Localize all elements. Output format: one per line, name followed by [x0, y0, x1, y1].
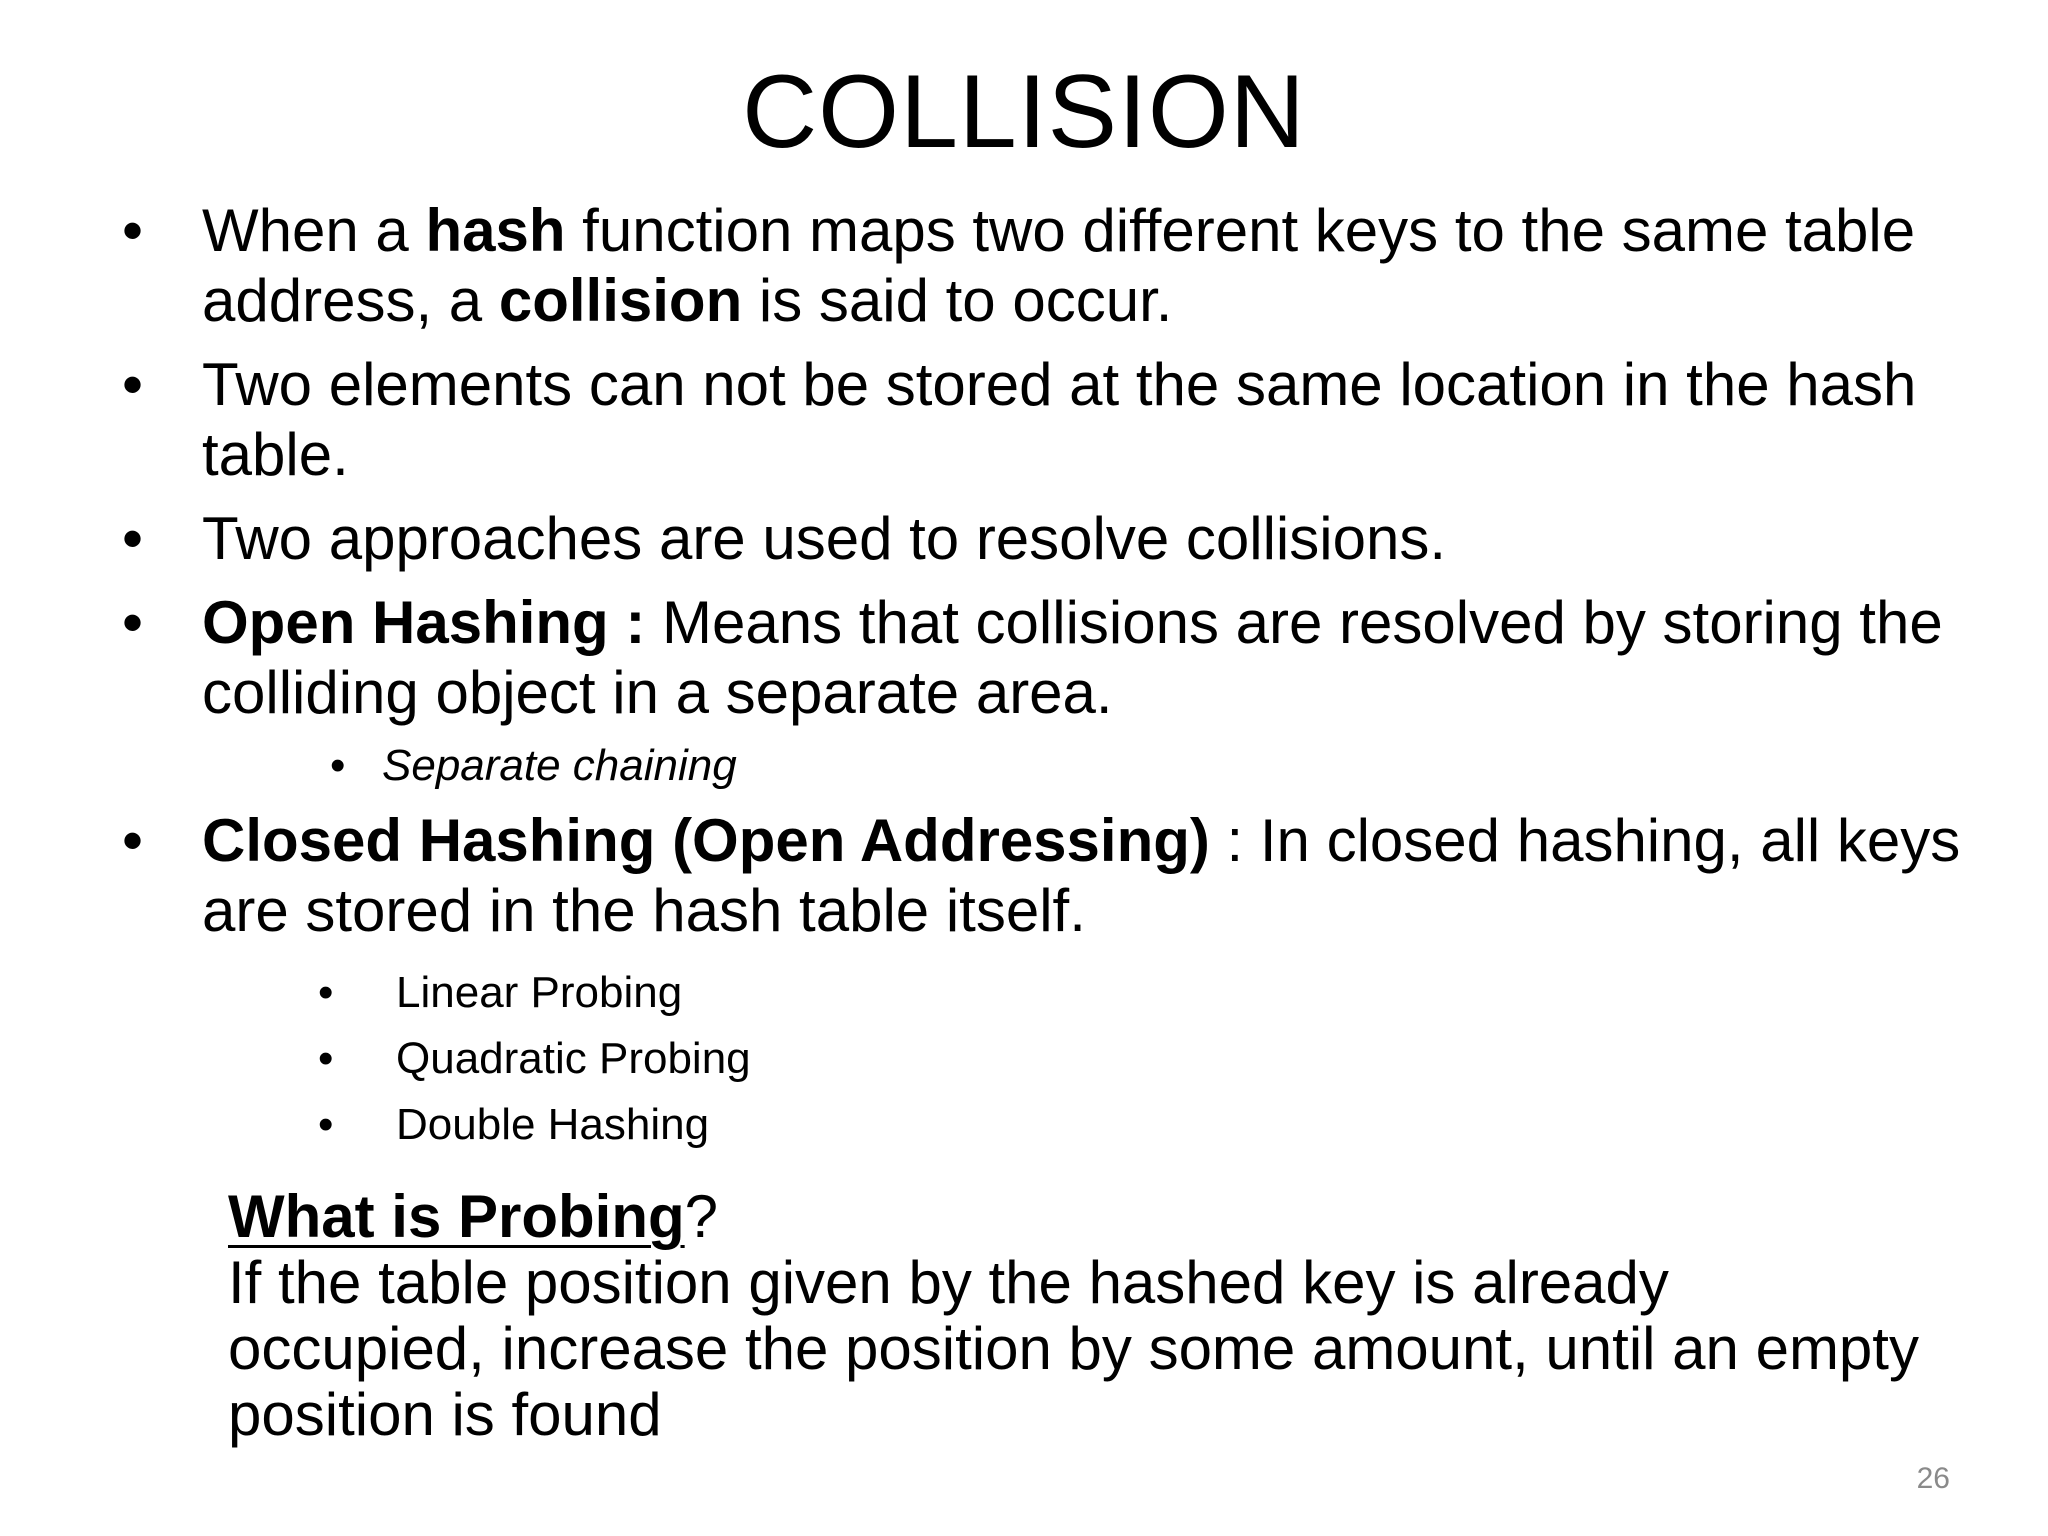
bullet-bold-term: collision — [498, 267, 743, 334]
bullet-text: is said to occur. — [742, 267, 1173, 334]
probing-heading-text: What is Probing — [228, 1183, 685, 1250]
closed-hashing-sublist — [0, 960, 2048, 1158]
bullet-dot: • — [122, 589, 144, 656]
probing-heading — [228, 1184, 1928, 1250]
bullet-dot: • — [122, 197, 144, 264]
sub-bullet-text: Double Hashing — [396, 1100, 710, 1149]
sub-bullet-separate-chaining — [0, 738, 2048, 794]
probing-explanation — [228, 1184, 1928, 1448]
bullet-text: function maps two different keys to the same table address, a — [202, 197, 1916, 334]
bullet-two-approaches — [0, 504, 2048, 574]
bullet-dot: • — [318, 1100, 334, 1149]
bullet-collision-definition — [0, 196, 2048, 336]
bullet-dot: • — [122, 505, 144, 572]
bullet-bold-term: Open Hashing : — [202, 589, 646, 656]
sub-bullet-linear-probing — [0, 960, 2048, 1026]
bullet-bold-term: Closed Hashing (Open Addressing) — [202, 807, 1210, 874]
slide-title: COLLISION — [742, 54, 1306, 170]
open-hashing-sublist-wrap — [0, 738, 2048, 794]
sub-bullet-double-hashing — [0, 1092, 2048, 1158]
bullet-dot: • — [318, 968, 334, 1017]
bullet-dot: • — [330, 741, 346, 790]
bullet-list — [0, 196, 2048, 1158]
sub-bullet-quadratic-probing — [0, 1026, 2048, 1092]
closed-hashing-sublist-wrap — [0, 960, 2048, 1158]
probing-body: If the table position given by the hashed key is already occupied, increase the position by some amount, until an empty position is found — [228, 1249, 1919, 1448]
bullet-closed-hashing — [0, 806, 2048, 946]
bullet-text: Means that collisions are resolved by storing the colliding object in a separate area. — [202, 589, 1943, 726]
bullet-open-hashing — [0, 588, 2048, 728]
bullet-dot: • — [318, 1034, 334, 1083]
bullet-text: : In closed hashing, all keys are stored in the hash table itself. — [202, 807, 1961, 944]
sub-bullet-text: Separate chaining — [382, 741, 737, 790]
bullet-dot: • — [122, 807, 144, 874]
probing-heading-suffix: ? — [684, 1183, 719, 1250]
page-number: 26 — [1916, 1462, 1950, 1495]
sub-bullet-text: Linear Probing — [396, 968, 683, 1017]
bullet-text: Two approaches are used to resolve collisions. — [202, 505, 1447, 572]
open-hashing-sublist — [0, 738, 2048, 794]
bullet-bold-term: hash — [425, 197, 566, 264]
bullet-same-location — [0, 350, 2048, 490]
bullet-text: Two elements can not be stored at the same location in the hash table. — [202, 351, 1917, 488]
bullet-text: When a — [202, 197, 426, 264]
bullet-dot: • — [122, 351, 144, 418]
sub-bullet-text: Quadratic Probing — [396, 1034, 751, 1083]
